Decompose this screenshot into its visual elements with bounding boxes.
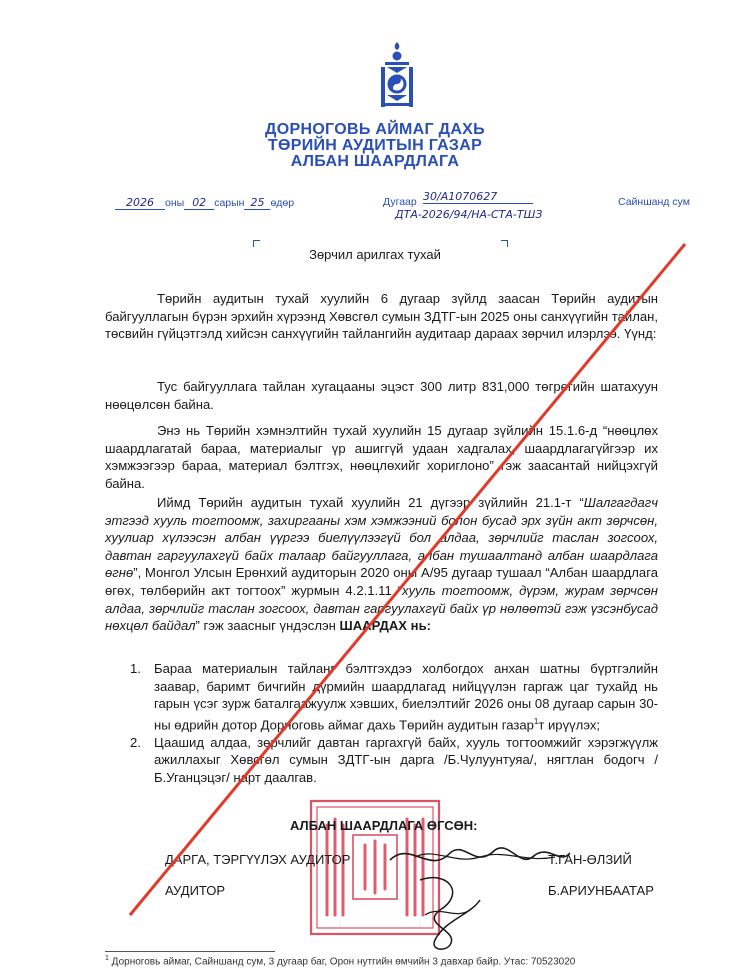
footnote: $^1$ Дорноговь аймаг, Сайншанд сум, 3 дугаар баг, Орон нутгийн өмчийн 3 давхар байр. Утас: 70523020 — [105, 955, 576, 968]
signature-name-1: Т.ГАН-ӨЛЗИЙ — [548, 852, 632, 867]
date-year: 2026 — [115, 196, 165, 210]
list-item-text: Цаашид алдаа, зөрчлийг давтан гаргахгүй байх, хууль тогтоомжийг хэрэгжүүлж ажиллахыг Хөвсгөл сумын ЗДТГ-ын дарга /Б.Чулуунтуяа/, нягтлан бодогч /Б.Уганцэцэг/ нарт даалгав. — [154, 734, 658, 785]
p4-part-a: Иймд Төрийн аудитын тухай хуулийн 21 дүгээр зүйлийн 21.1-т “ — [157, 495, 584, 510]
number-label: Дугаар — [383, 196, 417, 208]
date-day-suffix: өдөр — [270, 197, 295, 209]
footnote-rule — [105, 951, 275, 952]
signatures-heading: АЛБАН ШААРДЛАГА ӨГСӨН: — [290, 818, 478, 833]
subject-line: Зөрчил арилгах тухай — [309, 247, 441, 262]
p4-part-b: Шалгагдагч этгээд хууль тогтоомж, захиргааны хэм хэмжээний болон бусад эрх зүйн акт зөрчсөн, хуулиар хүлээсэн албан үүргээ биелүүлээгүй бол алдаа, зөрчлийг таслан зогсоох, давтан гаргуулахгүй байх талаар байгууллага, албан тушаалтанд албан шаардлага өгнө — [105, 495, 658, 581]
p4-part-e: ” гэж заасныг үндэслэн — [195, 618, 340, 634]
date-month-suffix: сарын — [214, 197, 245, 209]
list-item-text: Бараа материалын тайланг бэлтгэхдээ холбогдох анхан шатны бүртгэлийн заавар, баримт бичгийн дүрмийн шаардлагад нийцүүлэн гаргаж цаг тухайд нь гарын үсэг зурж баталгаажуулж хэвших, биелэлтийг 2026 оны 08 дугаар сарын 30-ны өдрийн дотор Дорноговь аймаг дахь Төрийн аудитын газар$^1$т ирүүлэх; — [154, 661, 658, 733]
p4-part-c: ”, Монгол Улсын Ерөнхий аудиторын 2020 оны А/95 дугаар тушаал “Албан шаардлага өгөх, төлбөрийн акт тогтоох” журмын 4.2.1.11 “ — [105, 565, 658, 598]
paragraph-1: Төрийн аудитын тухай хуулийн 6 дугаар зүйлд заасан Төрийн аудитын байгууллагын бүрэн эрхийн хүрээнд Хөвсгөл сумын ЗДТГ-ын 2025 оны санхүүгийн тайлан, төсвийн гүйцэтгэлд хийсэн санхүүгийн тайлангийн аудитаар дараах зөрчил илэрлээ. Үүнд: — [105, 291, 658, 342]
signature-name-2: Б.АРИУНБААТАР — [548, 883, 654, 898]
date-year-suffix: оны — [165, 197, 185, 209]
signature-role-1: ДАРГА, ТЭРГҮҮЛЭХ АУДИТОР — [165, 852, 351, 867]
number-value-2: ДТА-2026/94/НА-СТА-ТШЗ — [395, 208, 543, 221]
paragraph-3: Энэ нь Төрийн хэмнэлтийн тухай хуулийн 15 дугаар зүйлийн 15.1.6-д “нөөцлөх шаардлагатай бараа, материалыг үр ашиггүй удаан хадгалах, шаардлагагүйгээр их хэмжээгээр бараа, материал бэлтгэх, нөөцлөхийг хориглоно” гэж заасантай нийцэхгүй байна. — [105, 423, 658, 491]
p4-part-f: ШААРДАХ нь: — [339, 618, 431, 634]
p4-part-d: хууль тогтоомж, дүрэм, журам зөрчсөн алдаа, зөрчлийг таслан зогсоох, давтан гаргуулахгүй байх үр нөлөөтэй гэж үзсэнбусад нөхцөл байдал — [105, 582, 658, 634]
paragraph-2: Тус байгууллага тайлан хугацааны эцэст 300 литр 831,000 төгрөгийн шатахуун нөөцөлсөн байна. — [105, 379, 658, 412]
header-line-1: ДОРНОГОВЬ АЙМАГ ДАХЬ — [265, 121, 485, 138]
list-item-number: 2. — [130, 734, 141, 750]
header-line-2: ТӨРИЙН АУДИТЫН ГАЗАР — [267, 137, 483, 154]
date-day: 25 — [244, 196, 270, 210]
date-month: 02 — [184, 196, 214, 210]
header-line-3: АЛБАН ШААРДЛАГА — [290, 153, 460, 170]
number-value-1: 30/А1070627 — [423, 190, 533, 204]
signature-role-2: АУДИТОР — [165, 883, 226, 898]
list-item-number: 1. — [130, 661, 141, 676]
place: Сайншанд сум — [618, 196, 690, 208]
